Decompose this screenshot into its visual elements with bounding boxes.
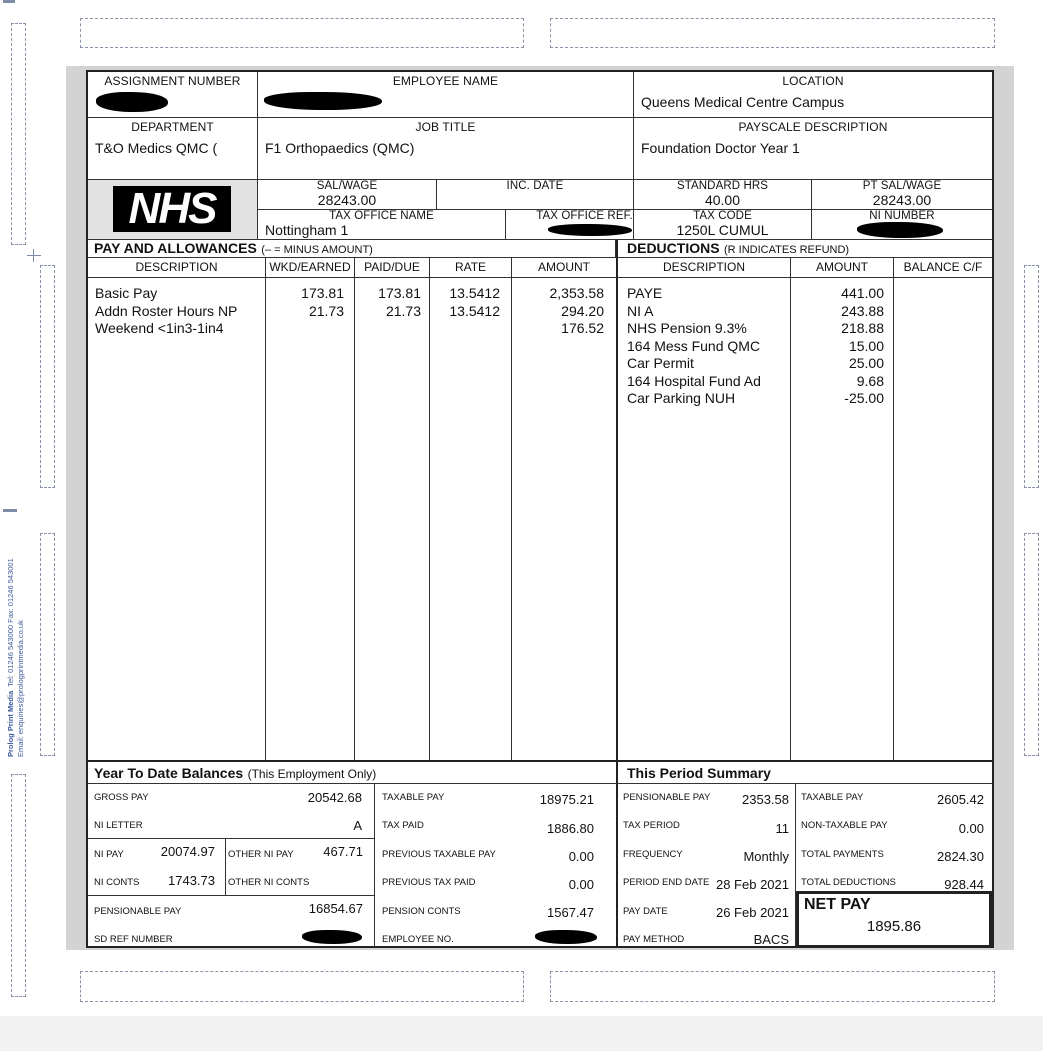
pt-sal-wage-value: 28243.00 [872,192,932,208]
deduction-row-description: Car Parking NUH [627,390,736,406]
top-left-perforation-box [80,18,524,48]
assignment-number-redacted [96,92,168,112]
printer-margin-text [6,558,26,757]
inc-date-label: INC. DATE [506,180,564,192]
sal-wage-label: SAL/WAGE [316,180,378,192]
pay-row-description: Weekend <1in3-1in4 [95,320,224,336]
payslip [86,70,994,948]
period-taxable-pay-value: 2605.42 [937,792,984,807]
period-end-date-label: PERIOD END DATE [623,877,710,888]
right-perforation-strip-2 [1024,533,1039,756]
period-pay-date-value: 26 Feb 2021 [715,905,789,920]
deductions-amount-column [791,278,894,760]
period-end-date-value: 28 Feb 2021 [715,877,789,892]
deduction-row-description: 164 Mess Fund QMC [627,337,761,354]
inc-date-cell [437,180,634,210]
period-total-deductions-value: 928.44 [944,877,984,892]
job-title-label: JOB TITLE [415,120,476,134]
tax-code-value: 1250L CUMUL [676,222,769,238]
deduction-row-description: 164 Hospital Fund Ad [627,372,761,389]
assignment-number-cell [88,72,258,118]
ytd-ni-letter-label: NI LETTER [94,820,143,831]
employee-name-cell [258,72,634,118]
ytd-prev-tax-paid-label: PREVIOUS TAX PAID [382,877,476,888]
deductions-title: DEDUCTIONS [627,240,720,256]
ytd-taxable-pay-label: TAXABLE PAY [382,792,445,803]
job-title-value: F1 Orthopaedics (QMC) [265,140,415,156]
pay-row-rate: 13.5412 [449,302,500,319]
tax-office-ref-cell [506,210,634,240]
pay-wkd-column [266,278,355,760]
tax-office-ref-redacted [548,224,632,236]
top-right-perforation-box [550,18,995,48]
ytd-pension-conts-label: PENSION CONTS [382,906,461,917]
deduction-row-amount: 25.00 [848,355,884,371]
pay-row-description: Addn Roster Hours NP [95,302,238,319]
bottom-right-perforation-box [550,971,995,1002]
location-value: Queens Medical Centre Campus [641,94,845,110]
pay-row-paid: 21.73 [385,302,421,319]
ytd-tax-paid-label: TAX PAID [382,820,424,831]
registration-cross-icon [33,249,34,262]
pay-allowances-subtitle: (– = MINUS AMOUNT) [261,244,373,256]
ytd-gross-pay-value: 20542.68 [307,790,362,805]
ytd-other-ni-conts-label: OTHER NI CONTS [228,877,310,888]
period-non-taxable-pay-value: 0.00 [958,821,984,836]
tax-office-name-label: TAX OFFICE NAME [329,210,434,222]
period-pay-method-value: BACS [753,932,789,947]
tax-code-cell [634,210,812,240]
deduction-row-description: PAYE [627,285,663,301]
period-total-payments-value: 2824.30 [937,849,984,864]
ni-number-redacted [857,222,943,238]
left-perforation-strip-1 [11,23,26,245]
crop-mark-icon [3,0,15,3]
ytd-left-block [88,784,375,946]
bottom-left-perforation-box [80,971,524,1002]
pay-description-column [88,278,266,760]
ytd-ni-pay-label: NI PAY [94,849,124,860]
deduction-row-description: Car Permit [627,355,694,371]
pay-row-paid: 173.81 [378,285,421,301]
deduction-row-amount: -25.00 [844,390,884,406]
ytd-ni-conts-value: 1743.73 [168,873,215,888]
crop-mark-icon [3,509,17,512]
nhs-logo: NHS [113,186,231,232]
tax-office-name-value: Nottingham 1 [265,222,349,238]
deduction-row-amount: 9.68 [856,372,884,389]
ni-number-label: NI NUMBER [869,210,935,222]
printer-contact: Tel: 01246 543000 Fax: 01246 543001 [6,558,15,687]
pay-col-description: DESCRIPTION [88,258,266,277]
period-frequency-value: Monthly [743,849,789,864]
ytd-pensionable-pay-label: PENSIONABLE PAY [94,906,182,917]
sal-wage-cell [258,180,437,210]
payscale-cell [634,118,992,180]
deductions-col-amount: AMOUNT [791,258,894,277]
nhs-logo-cell [88,180,258,240]
ytd-ni-pay-block [88,838,226,895]
ytd-ni-letter-value: A [353,818,362,833]
period-frequency-label: FREQUENCY [623,849,683,860]
period-left-block [616,784,796,946]
deductions-subtitle: (R INDICATES REFUND) [724,244,850,256]
pay-row-wkd: 173.81 [301,285,344,301]
pay-allowances-heading [88,240,616,258]
ytd-taxable-pay-value: 18975.21 [539,792,594,807]
ytd-other-ni-pay-value: 467.71 [323,844,363,859]
ytd-pension-conts-value: 1567.47 [547,905,594,920]
period-tax-period-label: TAX PERIOD [623,820,680,831]
pay-row-rate: 13.5412 [449,285,500,301]
deduction-row-amount: 441.00 [841,285,884,301]
assignment-number-label: ASSIGNMENT NUMBER [104,74,241,88]
ytd-prev-taxable-pay-label: PREVIOUS TAXABLE PAY [382,849,496,860]
period-non-taxable-pay-label: NON-TAXABLE PAY [801,820,888,831]
ytd-ni-conts-label: NI CONTS [94,877,140,888]
pt-sal-wage-label: PT SAL/WAGE [862,180,942,192]
ytd-other-ni-block [226,838,375,895]
pay-paid-column [355,278,430,760]
ytd-title: Year To Date Balances [94,765,244,781]
ytd-pension-block [88,895,375,946]
ytd-sd-ref-redacted [302,930,362,944]
ytd-gross-pay-label: GROSS PAY [94,792,149,803]
ytd-employee-no-label: EMPLOYEE NO. [382,934,454,945]
period-pensionable-pay-value: 2353.58 [742,792,789,807]
employee-name-label: EMPLOYEE NAME [392,74,499,88]
period-total-deductions-label: TOTAL DEDUCTIONS [801,877,896,888]
period-tax-period-value: 11 [775,821,789,836]
net-pay-label: NET PAY [804,896,871,913]
department-cell [88,118,258,180]
left-perforation-strip-4 [11,774,26,997]
pay-allowances-title: PAY AND ALLOWANCES [94,240,257,256]
period-pay-method-label: PAY METHOD [623,934,685,945]
job-title-cell [258,118,634,180]
pay-amount-column [512,278,616,760]
right-perforation-strip-1 [1024,265,1039,488]
ytd-sd-ref-label: SD REF NUMBER [94,934,173,945]
ytd-subtitle: (This Employment Only) [247,767,377,781]
department-label: DEPARTMENT [131,120,214,134]
net-pay-box [796,891,992,948]
deduction-row-description: NI A [627,302,654,319]
pay-row-amount: 294.20 [561,302,604,319]
tax-office-name-cell [258,210,506,240]
pay-table-header [88,258,616,278]
location-cell [634,72,992,118]
period-right-block [796,784,992,894]
left-perforation-strip-3 [40,533,55,756]
deductions-table-header [616,258,992,278]
ytd-employee-no-redacted [535,930,597,944]
pay-col-rate: RATE [430,258,512,277]
pay-col-amount: AMOUNT [538,260,590,274]
ytd-prev-taxable-pay-value: 0.00 [568,849,594,864]
ytd-other-ni-pay-label: OTHER NI PAY [228,849,294,860]
ytd-pensionable-pay-value: 16854.67 [308,901,363,916]
employee-name-redacted [264,92,382,110]
payscale-value: Foundation Doctor Year 1 [641,140,800,156]
pay-rate-column [430,278,512,760]
deductions-heading [616,240,992,258]
period-title: This Period Summary [627,765,771,781]
ytd-prev-tax-paid-value: 0.00 [568,877,594,892]
period-total-payments-label: TOTAL PAYMENTS [801,849,884,860]
deduction-row-amount: 218.88 [841,320,884,336]
deduction-row-amount: 15.00 [848,337,884,354]
pay-col-paid-due: PAID/DUE [355,258,430,277]
deduction-row-amount: 243.88 [841,302,884,319]
deductions-balance-column [894,278,992,760]
pay-row-description: Basic Pay [95,285,158,301]
standard-hrs-cell [634,180,812,210]
pt-sal-wage-cell [812,180,992,210]
tax-code-label: TAX CODE [693,210,752,222]
deductions-col-balance: BALANCE C/F [903,260,983,274]
deductions-description-column [616,278,791,760]
ytd-heading [88,760,616,784]
tax-office-ref-label: TAX OFFICE REF. [536,210,633,222]
period-taxable-pay-label: TAXABLE PAY [801,792,864,803]
period-heading [616,760,992,784]
ytd-ni-pay-value: 20074.97 [160,844,215,859]
department-value: T&O Medics QMC ( [95,140,218,156]
ytd-right-block [375,784,616,946]
ytd-tax-paid-value: 1886.80 [547,821,594,836]
net-pay-value: 1895.86 [866,918,922,935]
pay-col-wkd-earned: WKD/EARNED [266,258,355,277]
location-label: LOCATION [782,74,844,88]
bottom-background [0,1016,1043,1051]
standard-hrs-label: STANDARD HRS [676,180,769,192]
printer-email: Email: enquiries@prologprintmedia.co.uk [16,620,25,757]
left-perforation-strip-2 [40,265,55,488]
payscale-label: PAYSCALE DESCRIPTION [738,120,888,134]
deductions-col-description: DESCRIPTION [618,258,791,277]
deduction-row-description: NHS Pension 9.3% [627,320,747,336]
standard-hrs-value: 40.00 [704,192,741,208]
pay-row-amount: 2,353.58 [549,285,604,301]
period-pay-date-label: PAY DATE [623,906,668,917]
pay-row-wkd: 21.73 [308,302,344,319]
period-pensionable-pay-label: PENSIONABLE PAY [623,792,711,803]
pay-row-amount: 176.52 [561,320,604,336]
registration-cross-icon [27,255,41,256]
sal-wage-value: 28243.00 [317,192,377,208]
ni-number-cell [812,210,992,240]
printer-company: Prolog Print Media [6,690,15,757]
